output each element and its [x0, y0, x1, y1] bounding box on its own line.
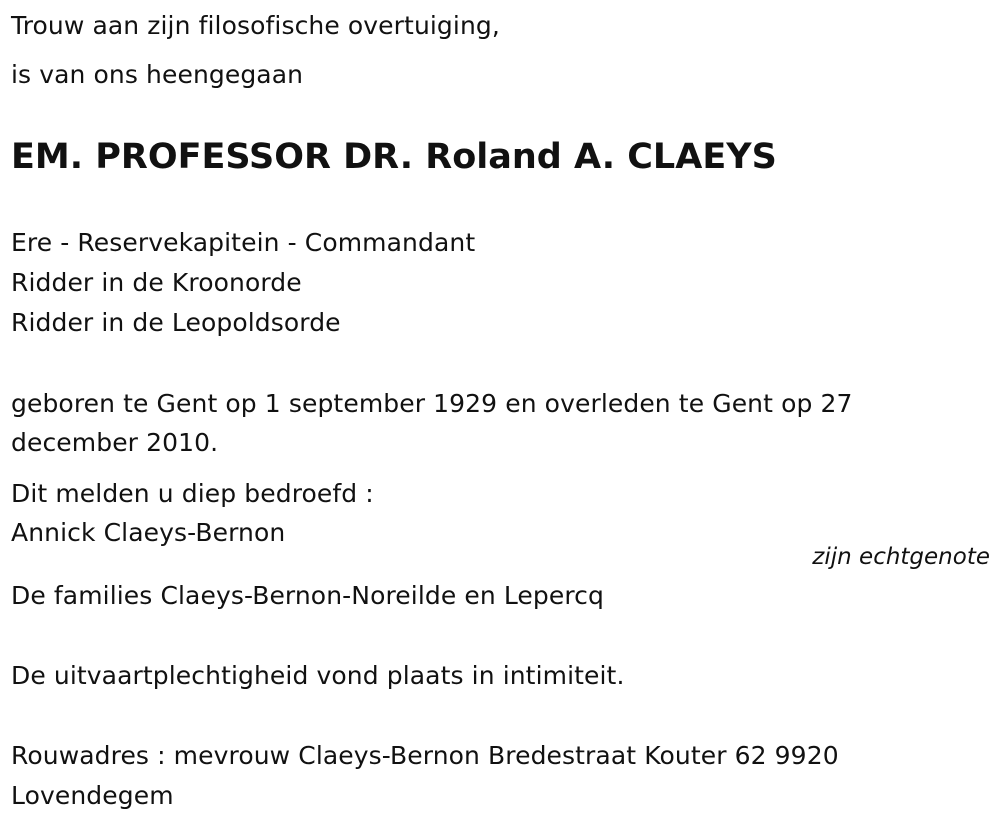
address-line-1: Rouwadres : mevrouw Claeys-Bernon Bredestraat Kouter 62 9920 [11, 741, 839, 770]
intro-line-2: is van ons heengegaan [11, 60, 304, 89]
announcement: Dit melden u diep bedroefd : [11, 479, 374, 508]
intro-line-1: Trouw aan zijn filosofische overtuiging, [11, 11, 500, 40]
title-line-1: Ere - Reservekapitein - Commandant [11, 228, 476, 257]
title-line-2: Ridder in de Kroonorde [11, 268, 302, 297]
families: De families Claeys-Bernon-Noreilde en Lepercq [11, 581, 605, 610]
birth-death-line-2: december 2010. [11, 428, 219, 457]
deceased-name: EM. PROFESSOR DR. Roland A. CLAEYS [11, 137, 777, 177]
address-line-2: Lovendegem [11, 781, 174, 810]
title-line-3: Ridder in de Leopoldsorde [11, 308, 341, 337]
funeral-note: De uitvaartplechtigheid vond plaats in intimiteit. [11, 661, 625, 690]
birth-death-line-1: geboren te Gent op 1 september 1929 en overleden te Gent op 27 [11, 389, 853, 418]
spouse-name: Annick Claeys-Bernon [11, 518, 286, 547]
spouse-relation: zijn echtgenote [812, 544, 990, 570]
